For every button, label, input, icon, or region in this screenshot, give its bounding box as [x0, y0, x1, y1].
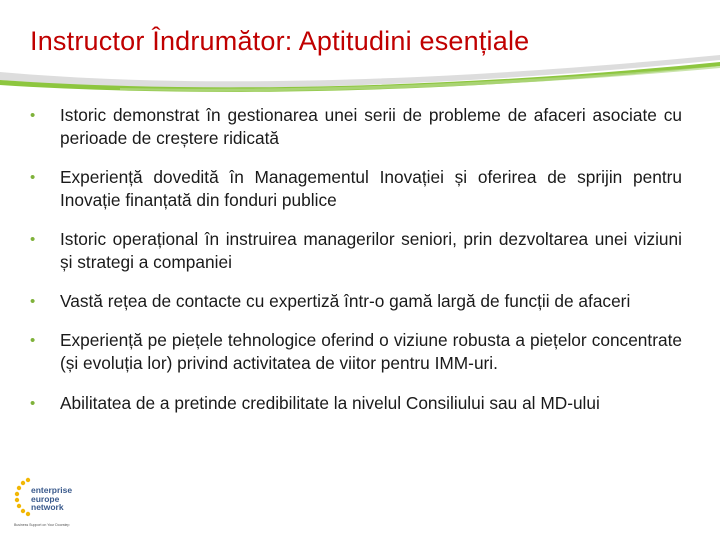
bullet-marker: •	[30, 293, 36, 310]
bullet-text: Experiență pe piețele tehnologice oferind o viziune robusta a piețelor concentrate (și evoluția lor) privind activitatea de viitor pentru IMM-uri.	[60, 330, 682, 373]
enterprise-europe-network-logo	[14, 474, 84, 532]
list-item	[30, 228, 682, 274]
list-item	[30, 392, 682, 415]
list-item	[30, 329, 682, 375]
list-item	[30, 166, 682, 212]
bullet-text: Istoric operațional în instruirea managerilor seniori, prin dezvoltarea unei viziuni și strategi a companiei	[60, 229, 682, 272]
logo-line: europe	[31, 493, 60, 504]
logo-line: network	[31, 502, 64, 512]
bullet-list	[30, 104, 682, 431]
bullet-text: Abilitatea de a pretinde credibilitate la nivelul Consiliului sau al MD-ului	[60, 393, 600, 413]
bullet-text: Vastă rețea de contacte cu expertiză într-o gamă largă de funcții de afaceri	[60, 291, 631, 311]
bullet-marker: •	[30, 107, 36, 124]
bullet-marker: •	[30, 169, 36, 186]
logo-line: enterprise	[31, 485, 73, 495]
list-item	[30, 290, 682, 313]
slide-title: Instructor Îndrumător: Aptitudini esențiale	[30, 26, 530, 56]
bullet-marker: •	[30, 332, 36, 349]
bullet-text: Experiență dovedită în Managementul Inovației și oferirea de sprijin pentru Inovație finanțată din fonduri publice	[60, 167, 682, 210]
logo-tagline: Business Support on Your Doorstep	[14, 523, 70, 527]
bullet-marker: •	[30, 395, 36, 412]
bullet-marker: •	[30, 231, 36, 248]
logo-wordmark	[31, 486, 72, 512]
bullet-text: Istoric demonstrat în gestionarea unei serii de probleme de afaceri asociate cu perioade de creștere ridicată	[60, 105, 682, 148]
list-item	[30, 104, 682, 150]
